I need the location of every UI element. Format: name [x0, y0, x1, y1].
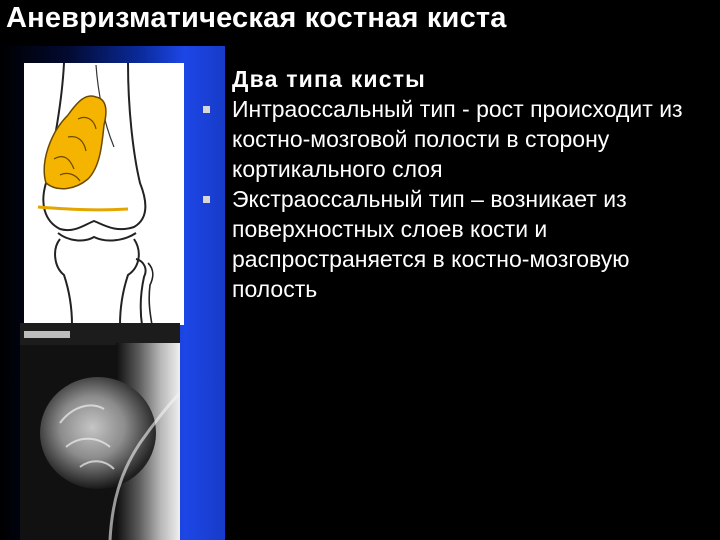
square-bullet-icon [203, 106, 210, 113]
content-area [200, 64, 710, 304]
bullet-item [200, 94, 710, 184]
knee-bone-drawing [24, 63, 184, 325]
square-bullet-icon [203, 196, 210, 203]
xray-image [20, 323, 180, 540]
slide-title: Аневризматическая костная киста [6, 2, 507, 34]
bullet-item [200, 184, 710, 304]
xray-label-strip [24, 331, 70, 338]
bullet-text: Экстраоссальный тип – возникает из поверхностных слоев кости и распространяется в костно-мозговую полость [232, 186, 630, 302]
subheading: Два типа кисты [232, 66, 427, 92]
bullet-text: Интраоссальный тип - рост происходит из костно-мозговой полости в сторону кортикального слоя [232, 96, 683, 182]
